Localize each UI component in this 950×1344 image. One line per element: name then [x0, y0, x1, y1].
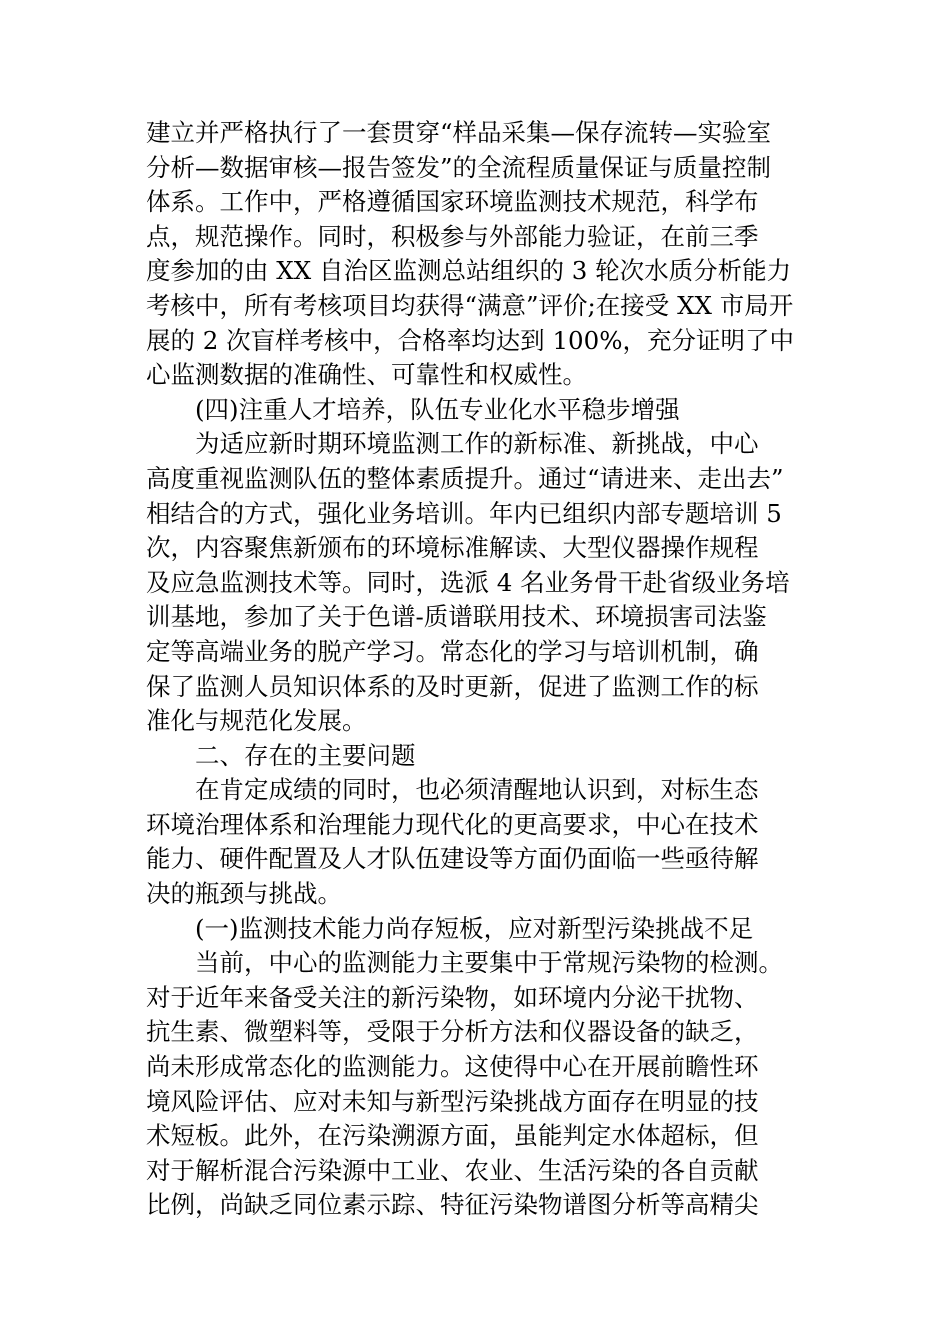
text-line: 二、存在的主要问题: [195, 740, 416, 770]
text-line: 能力、硬件配置及人才队伍建设等方面仍面临一些亟待解: [146, 844, 759, 874]
text-line: 相结合的方式，强化业务培训。年内已组织内部专题培训 5: [146, 498, 782, 528]
text-line: 对于近年来备受关注的新污染物，如环境内分泌干扰物、: [146, 982, 759, 1012]
text-line: 心监测数据的准确性、可靠性和权威性。: [146, 360, 587, 390]
text-line: 高度重视监测队伍的整体素质提升。通过“请进来、走出去”: [146, 463, 784, 493]
text-line: 对于解析混合污染源中工业、农业、生活污染的各自贡献: [146, 1155, 759, 1185]
text-line: 训基地，参加了关于色谱-质谱联用技术、环境损害司法鉴: [146, 602, 767, 632]
text-line: 建立并严格执行了一套贯穿“样品采集—保存流转—实验室: [146, 118, 772, 147]
text-line: 定等高端业务的脱产学习。常态化的学习与培训机制，确: [146, 636, 759, 666]
text-line: 度参加的由 XX 自治区监测总站组织的 3 轮次水质分析能力: [146, 256, 792, 286]
text-line: 点，规范操作。同时，积极参与外部能力验证，在前三季: [146, 221, 759, 251]
text-line: 分析—数据审核—报告签发”的全流程质量保证与质量控制: [146, 152, 772, 182]
text-line: 展的 2 次盲样考核中，合格率均达到 100%，充分证明了中: [146, 325, 794, 355]
text-line: 在肯定成绩的同时，也必须清醒地认识到，对标生态: [195, 775, 759, 805]
text-line: 境风险评估、应对未知与新型污染挑战方面存在明显的技: [146, 1086, 759, 1116]
text-line: 当前，中心的监测能力主要集中于常规污染物的检测。: [195, 948, 783, 978]
text-line: 考核中，所有考核项目均获得“满意”评价;在接受 XX 市局开: [146, 290, 794, 320]
text-line: 体系。工作中，严格遵循国家环境监测技术规范，科学布: [146, 187, 759, 217]
text-line: 及应急监测技术等。同时，选派 4 名业务骨干赴省级业务培: [146, 567, 790, 597]
text-line: 为适应新时期环境监测工作的新标准、新挑战，中心: [195, 429, 759, 459]
text-line: 准化与规范化发展。: [146, 706, 367, 736]
text-line: 次，内容聚焦新颁布的环境标准解读、大型仪器操作规程: [146, 533, 759, 563]
text-line: 抗生素、微塑料等，受限于分析方法和仪器设备的缺乏，: [146, 1017, 759, 1047]
text-line: (一)监测技术能力尚存短板，应对新型污染挑战不足: [195, 913, 754, 943]
text-line: (四)注重人才培养，队伍专业化水平稳步增强: [195, 394, 680, 424]
text-line: 决的瓶颈与挑战。: [146, 879, 342, 909]
text-line: 尚未形成常态化的监测能力。这使得中心在开展前瞻性环: [146, 1052, 759, 1082]
document-body: [146, 116, 846, 1223]
text-line: 保了监测人员知识体系的及时更新，促进了监测工作的标: [146, 671, 759, 701]
text-line: 术短板。此外，在污染溯源方面，虽能判定水体超标，但: [146, 1121, 759, 1151]
text-line: 比例，尚缺乏同位素示踪、特征污染物谱图分析等高精尖: [146, 1190, 759, 1220]
text-line: 环境治理体系和治理能力现代化的更高要求，中心在技术: [146, 809, 759, 839]
